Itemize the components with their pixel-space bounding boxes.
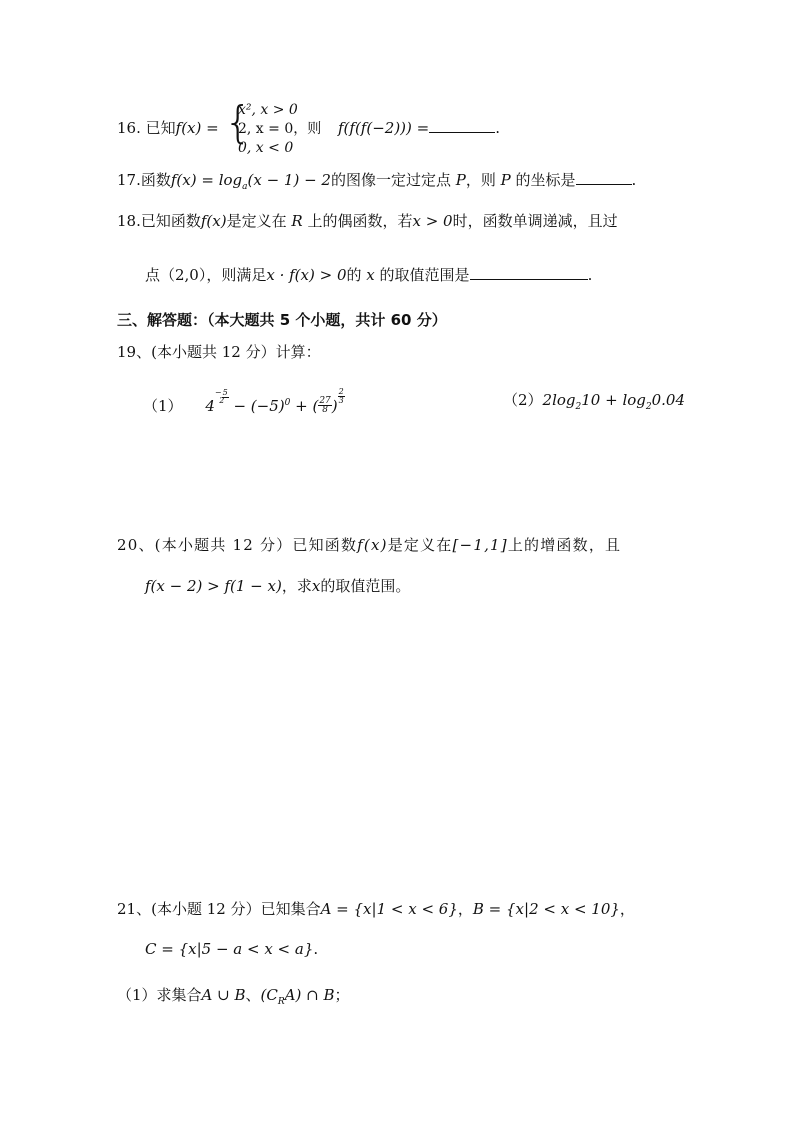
q20-line-1: 20、(本小题共 12 分）已知函数f(x)是定义在[−1,1]上的增函数，且	[117, 536, 622, 554]
q19-p2-expression: $2\log_210 + \log_20.04$	[542, 391, 686, 412]
q16-expression: f(f(f(−2))) =	[338, 119, 430, 137]
q16-case-3: 0, x < 0	[238, 140, 294, 156]
q19-heading: 19、(本小题共 12 分）计算：	[117, 343, 321, 361]
q16-tail: f(f(f(−2))) = .	[338, 119, 500, 137]
q21-part-1: （1）求集合A ∪ B、$(C_RA)$ ∩ B；	[117, 986, 350, 1007]
section-3-title: 三、解答题：（本大题共 5 个小题，共计 60 分）	[117, 311, 447, 329]
q18-line-1: 18.已知函数f(x)是定义在 R 上的偶函数，若x > 0时，函数单调递减，且过	[117, 212, 618, 230]
q18-line-2: 点（2,0），则满足x · f(x) > 0的 x 的取值范围是 .	[145, 266, 593, 284]
q19-part-2: $(2)2\log_210 + \log_20.04$	[503, 391, 686, 412]
q17-number: 17.	[117, 171, 141, 189]
q17-answer-blank	[576, 170, 632, 185]
q16-line	[117, 118, 219, 138]
q16-text: 已知	[145, 119, 176, 137]
q17-text-2: 的图像一定过定点	[330, 171, 451, 189]
q18-number: 18.	[117, 212, 141, 230]
q16-case-1: x², x > 0	[238, 102, 298, 118]
q21-line-1: 21、(本小题 12 分）已知集合A = {x|1 < x < 6}，B = {x|2 < x < 10}，	[117, 900, 635, 918]
q20-line-2: f(x − 2) > f(1 − x)，求x的取值范围。	[145, 577, 411, 595]
q16-case-2: 2, x = 0，则	[238, 121, 322, 137]
piecewise-brace: {	[224, 97, 252, 148]
q21-line-2: C = {x|5 − a < x < a}.	[145, 940, 319, 958]
q16-number: 16.	[117, 119, 141, 137]
q19-p1-expression: 4 −5 2 − $(-5)^0$ + ( $\frac{27}{8}$ ) $\frac{2}{3}$	[205, 387, 344, 415]
q16-answer-blank	[429, 118, 495, 133]
q17-text: 函数	[140, 171, 171, 189]
q19-part-1: （1） 4 −5 2 − $(-5)^0$ + ( $\frac{27}{8}$ ) $\frac{2}{3}$	[143, 387, 344, 415]
q18-answer-blank	[470, 265, 588, 280]
q16-function: f(x) =	[175, 119, 219, 137]
q17-line: 17.函数$f(x) = \log_a(x - 1) - 2$的图像一定过定点 P，则 P 的坐标是 .	[117, 171, 637, 192]
q17-expression: $f(x) = \log_a(x - 1) - 2$	[170, 171, 331, 192]
